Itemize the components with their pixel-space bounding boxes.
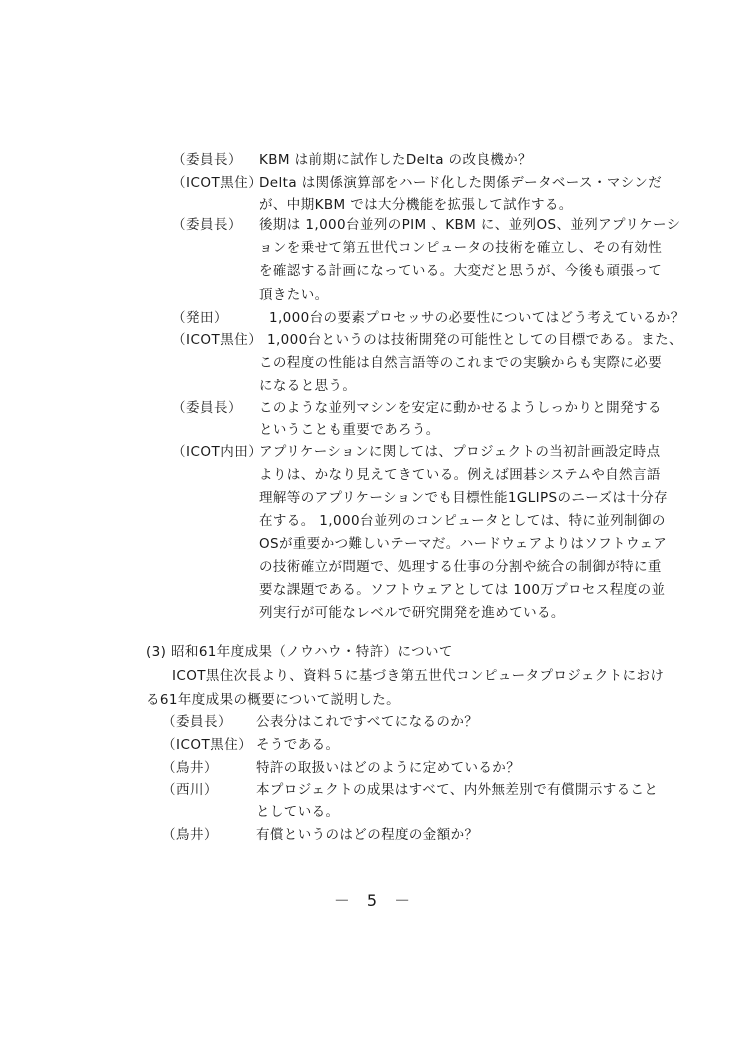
dialogue-line: そうである。 <box>256 737 340 753</box>
dialogue-line: ということも重要であろう。 <box>259 422 440 438</box>
speaker-label: （鳥井） <box>162 827 218 843</box>
dialogue-line: 後期は 1,000台並列のPIM 、KBM に、並列OS、並列アプリケーシ <box>259 217 681 233</box>
dialogue-line: この程度の性能は自然言語等のこれまでの実験からも実際に必要 <box>259 355 663 371</box>
dialogue-line: 1,000台の要素プロセッサの必要性についてはどう考えているか？ <box>269 310 685 326</box>
speaker-label: （ICOT黒住） <box>172 332 263 348</box>
speaker-label: （鳥井） <box>162 760 218 776</box>
section-heading: (3) 昭和61年度成果（ノウハウ・特許）について <box>146 644 453 660</box>
dialogue-line: の技術確立が問題で、処理する仕事の分割や統合の制御が特に重 <box>259 559 662 575</box>
speaker-label: （ICOT黒住） <box>162 737 253 753</box>
dialogue-line: Delta は関係演算部をハード化した関係データベース・マシンだ <box>259 175 663 191</box>
page-number: － 5 － <box>333 891 417 910</box>
paragraph-line: る61年度成果の概要について説明した。 <box>146 692 401 708</box>
dialogue-line: 列実行が可能なレベルで研究開発を進めている。 <box>259 605 565 621</box>
dialogue-line: 1,000台というのは技術開発の可能性としての目標である。また、 <box>267 332 683 348</box>
dialogue-line: になると思う。 <box>259 378 357 394</box>
dialogue-line: を確認する計画になっている。大変だと思うが、今後も頑張って <box>259 263 663 279</box>
dialogue-line: 本プロジェクトの成果はすべて、内外無差別で有償開示すること <box>256 782 659 798</box>
paragraph-line: ICOT黒住次長より、資料５に基づき第五世代コンピュータプロジェクトにおけ <box>172 668 665 684</box>
dialogue-line: 特許の取扱いはどのように定めているか？ <box>256 760 521 776</box>
dialogue-line: KBM は前期に試作したDelta の改良機か？ <box>259 152 532 168</box>
speaker-label: （発田） <box>172 310 228 326</box>
dialogue-line: アプリケーションに関しては、プロジェクトの当初計画設定時点 <box>259 444 661 460</box>
dialogue-line: このような並列マシンを安定に動かせるようしっかりと開発する <box>259 400 662 416</box>
dialogue-line: が、中期KBM では大分機能を拡張して試作する。 <box>259 197 573 213</box>
speaker-label: （委員長） <box>162 714 232 730</box>
dialogue-line: 有償というのはどの程度の金額か？ <box>256 827 479 843</box>
dialogue-line: 公表分はこれですべてになるのか？ <box>256 714 479 730</box>
dialogue-line: 要な課題である。ソフトウェアとしては 100万プロセス程度の並 <box>259 582 666 598</box>
dialogue-line: 頂きたい。 <box>259 287 329 303</box>
speaker-label: （委員長） <box>172 400 242 416</box>
speaker-label: （西川） <box>162 782 218 798</box>
speaker-label: （ICOT内田） <box>172 444 263 460</box>
speaker-label: （ICOT黒住） <box>172 175 263 191</box>
dialogue-line: 在する。 1,000台並列のコンピュータとしては、特に並列制御の <box>259 513 666 529</box>
speaker-label: （委員長） <box>172 217 242 233</box>
dialogue-line: 理解等のアプリケーションでも目標性能1GLIPSのニーズは十分存 <box>259 490 669 506</box>
dialogue-line: ョンを乗せて第五世代コンピュータの技術を確立し、その有効性 <box>259 240 663 256</box>
dialogue-line: としている。 <box>256 804 340 820</box>
dialogue-line: OSが重要かつ難しいテーマだ。ハードウェアよりはソフトウェア <box>259 536 668 552</box>
speaker-label: （委員長） <box>172 152 242 168</box>
dialogue-line: よりは、かなり見えてきている。例えば囲碁システムや自然言語 <box>259 467 661 483</box>
